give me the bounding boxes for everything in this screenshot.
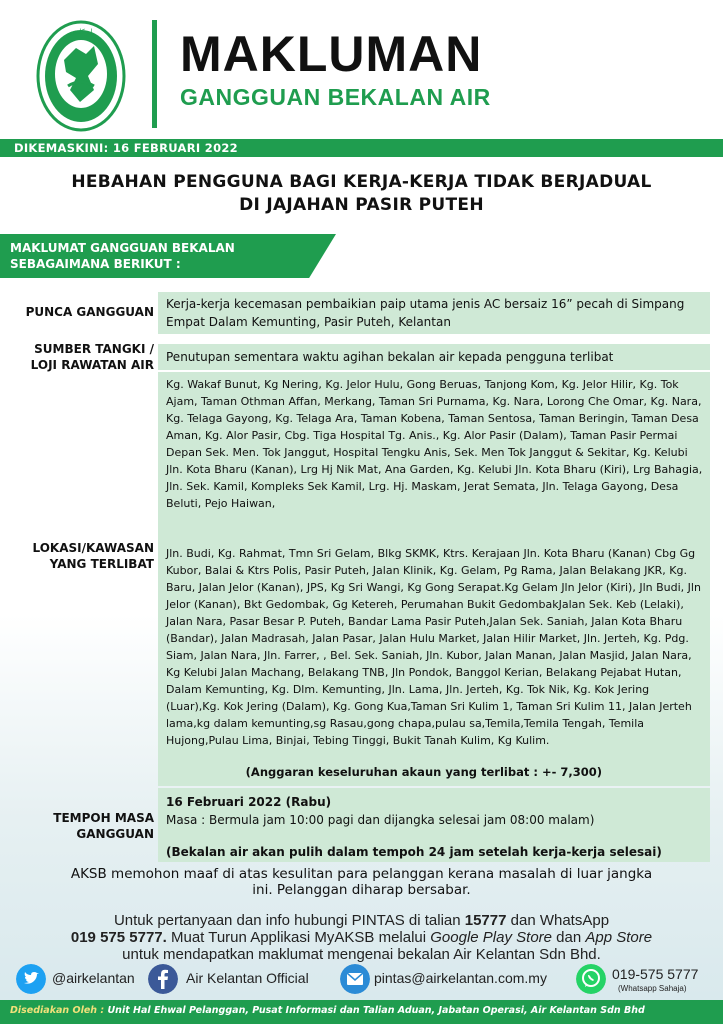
sumber-label bbox=[10, 341, 154, 373]
whatsapp-number: 019 575 5777. bbox=[70, 929, 167, 946]
lokasi-label-line1: LOKASI/KAWASAN bbox=[32, 541, 154, 555]
lokasi-label-line2: YANG TERLIBAT bbox=[49, 557, 154, 571]
tempoh-label-line1: TEMPOH MASA bbox=[53, 811, 154, 825]
pintas-number: 15777 bbox=[464, 912, 507, 929]
email-address[interactable]: pintas@airkelantan.com.my bbox=[374, 970, 547, 986]
headline-line1: HEBAHAN PENGGUNA BAGI KERJA-KERJA TIDAK BERJADUAL bbox=[71, 172, 652, 192]
google-play-store: Google Play Store bbox=[430, 929, 553, 946]
whatsapp-note: (Whatsapp Sahaja) bbox=[618, 984, 687, 993]
email-icon bbox=[340, 964, 370, 994]
tempoh-masa: Masa : Bermula jam 10:00 pagi dan dijangka selesai jam 08:00 malam) bbox=[166, 813, 595, 827]
tempoh-label-line2: GANGGUAN bbox=[76, 827, 154, 841]
sumber-label-line1: SUMBER TANGKI / bbox=[34, 342, 154, 356]
tempoh-date: 16 Februari 2022 (Rabu) bbox=[166, 795, 332, 809]
akaun-estimate: (Anggaran keseluruhan akaun yang terlibat : +- 7,300) bbox=[245, 765, 602, 779]
twitter-handle[interactable]: @airkelantan bbox=[52, 970, 135, 986]
contact-l2-mid: Muat Turun Applikasi MyAKSB melalui bbox=[166, 929, 431, 946]
sumber-label-line2: LOJI RAWATAN AIR bbox=[30, 358, 154, 372]
punca-text: Kerja-kerja kecemasan pembaikian paip utama jenis AC bersaiz 16” pecah di Simpang Empat Dalam Kemunting, Pasir Puteh, Kelantan bbox=[166, 297, 685, 329]
lokasi-label bbox=[10, 540, 154, 572]
contact-l2-and: dan bbox=[552, 929, 586, 946]
contact-line1 bbox=[10, 912, 713, 930]
facebook-icon bbox=[148, 964, 178, 994]
page-subtitle: GANGGUAN BEKALAN AIR bbox=[180, 84, 491, 110]
air-kelantan-logo bbox=[36, 20, 126, 132]
ribbon-line1: MAKLUMAT GANGGUAN BEKALAN bbox=[10, 241, 235, 255]
apology-line2: ini. Pelanggan diharap bersabar. bbox=[252, 882, 471, 898]
contact-l1-post: dan WhatsApp bbox=[506, 912, 610, 929]
page-title: MAKLUMAN bbox=[180, 26, 483, 82]
headline-line2: DI JAJAHAN PASIR PUTEH bbox=[239, 195, 484, 215]
ribbon-line2: SEBAGAIMANA BERIKUT : bbox=[10, 257, 181, 271]
info-ribbon-text bbox=[10, 240, 310, 272]
app-store: App Store bbox=[585, 929, 653, 946]
tempoh-label bbox=[10, 810, 154, 842]
social-row bbox=[0, 962, 723, 998]
footer-credit bbox=[10, 1005, 645, 1016]
whatsapp-icon bbox=[576, 964, 606, 994]
lokasi-paragraph-2: Jln. Budi, Kg. Rahmat, Tmn Sri Gelam, Blkg SKMK, Ktrs. Kerajaan Jln. Kota Bharu (Kanan) Cbg Gg Kubor, Balai & Ktrs Polis, Pasir Puteh, Jalan Klinik, Kg. Gelam, Pg Rama, Jalan Belakang JKR, Kg. Baru, Jalan Jelor (Kanan), JPS, Kg Sri Wangi, Kg Gong Serapat.Kg Gelam Jln Jelor (Kiri), Jln Budi, Jln Jelor (Kanan), Bkt Gedombak, Gg Ketereh, Perumahan Bukit GedombakJalan Sek. Keb (Lelaki), Jalan Nara, Pasar Besar P. Puteh, Bandar Lama Pasir Puteh,Jalan Sek. Saniah, Jalan Kota Bharu (Bandar), Jalan Madrasah, Jalan Pasar, Jalan Hulu Market, Jalan Hilir Market, Jln. Jerteh, Kg. Pdg. Siam, Jalan Nara, Jln. Farrer, , Bel. Sek. Saniah, Jln. Kubor, Jalan Manan, Jalan Masjid, Jalan Nara, Kg Kelubi Jalan Machang, Belakang TNB, Jln Pondok, Banggol Kerian, Belakang Pejabat Hutan, Dalam Kemunting, Kg. Dlm. Kemunting, Jln. Lama, Jln. Jerteh, Kg. Tok Nik, Kg. Kok Jering (Luar),Kg. Kok Jering (Dalam), Kg. Gong Kua,Taman Sri Kulim 1, Taman Sri Kulim 11, Jalan Jerteh lama,kg dalam kemunting,sg Rasau,gong chapa,pulau sa,Temila,Temila Tengah, Temila Hujong,Pulau Lima, Binjai, Tebing Tinggi, Bukit Tanah Kulim, Kg Kulim. bbox=[166, 547, 701, 747]
facebook-page[interactable]: Air Kelantan Official bbox=[186, 970, 309, 986]
contact-line3: untuk mendapatkan maklumat mengenai bekalan Air Kelantan Sdn Bhd. bbox=[122, 946, 601, 963]
footer-org: Unit Hal Ehwal Pelanggan, Pusat Informasi dan Talian Aduan, Jabatan Operasi, Air Kelantan Sdn Bhd bbox=[107, 1005, 645, 1016]
sumber-text: Penutupan sementara waktu agihan bekalan air kepada pengguna terlibat bbox=[166, 350, 614, 364]
contact-line2 bbox=[10, 929, 713, 947]
whatsapp-number-footer[interactable]: 019-575 5777 bbox=[612, 966, 699, 982]
apology-line1: AKSB memohon maaf di atas kesulitan para pelanggan kerana masalah di luar jangka bbox=[70, 866, 653, 882]
punca-label: PUNCA GANGGUAN bbox=[25, 305, 154, 319]
twitter-icon bbox=[16, 964, 46, 994]
tempoh-pulih: (Bekalan air akan pulih dalam tempoh 24 jam setelah kerja-kerja selesai) bbox=[166, 845, 662, 859]
updated-date: DIKEMASKINI: 16 FEBRUARI 2022 bbox=[14, 141, 238, 155]
header-divider bbox=[152, 20, 157, 128]
lokasi-paragraph-1: Kg. Wakaf Bunut, Kg Nering, Kg. Jelor Hulu, Gong Beruas, Tanjong Kom, Kg. Jelor Hilir, Kg. Tok Ajam, Taman Othman Affan, Merkang, Taman Sri Purnama, Kg. Nara, Lorong Che Omar, Kg. Nara, Kg. Telaga Gayong, Kg. Telaga Ara, Taman Kobena, Taman Sentosa, Taman Beringin, Taman Desa Aman, Kg. Alor Pasir, Cbg. Tiga Hospital Tg. Anis., Kg. Alor Pasir (Dalam), Taman Pasir Permai Depan Sek. Men. Tok Janggut, Hospital Tengku Anis, Sek. Men Tok Janggut & Sekitar, Kg. Kelubi Jln. Kota Bharu (Kanan), Lrg Hj Nik Mat, Ana Garden, Kg. Kelubi Jln. Kota Bharu (Kiri), Lrg Bahagia, Jln. Sek. Kamil, Kompleks Sek Kamil, Lrg. Hj. Maskam, Jerat Semata, Jln. Telaga Gayong, Desa Beluti, Pejo Haiwan, bbox=[166, 378, 703, 510]
svg-text:ايرکلنتن: ايرکلنتن bbox=[69, 28, 93, 36]
contact-l1-pre: Untuk pertanyaan dan info hubungi PINTAS di talian bbox=[113, 912, 465, 929]
footer-prefix: Disediakan Oleh : bbox=[10, 1005, 108, 1016]
